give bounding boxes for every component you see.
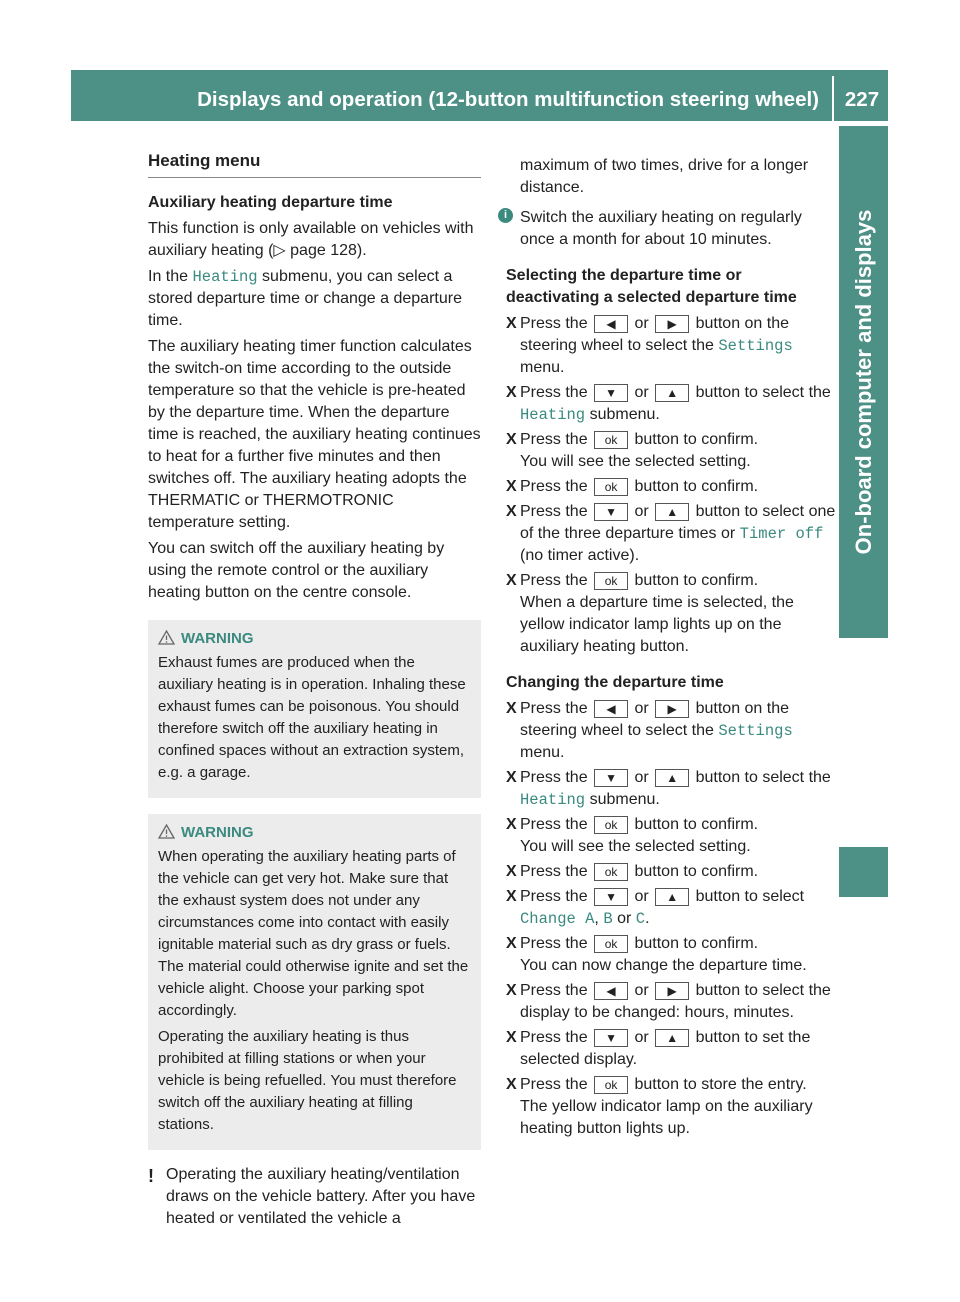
header-divider xyxy=(832,76,834,121)
paragraph: You can switch off the auxiliary heating by using the remote control or the auxiliary heating button on the centre console. xyxy=(148,540,445,601)
left-arrow-button-icon: ◀ xyxy=(594,700,628,718)
paragraph: In the Heating submenu, you can select a stored departure time or change a departure time. xyxy=(148,268,462,329)
step-item: X Press the ok button to confirm. You will see the selected setting. xyxy=(506,431,759,470)
page-header-title: Displays and operation (12-button multifunction steering wheel) xyxy=(197,88,819,111)
step-item: X Press the ok button to confirm. You will see the selected setting. xyxy=(506,816,759,855)
side-marker xyxy=(839,847,888,897)
subheading: Auxiliary heating departure time xyxy=(148,194,393,211)
info-icon: i xyxy=(498,208,513,223)
page-number: 227 xyxy=(844,88,880,111)
step-item: X Press the ok button to confirm. xyxy=(506,476,836,498)
warning-text: When operating the auxiliary heating parts of the vehicle can get very hot. Make sure that the exhaust system does not under any circumstances come into contact with easily ignitable material such as dry grass or fuels. The material could otherwise ignite and set the vehicle alight. Choose your parking spot accordingly. xyxy=(158,848,469,1019)
info-note: i Switch the auxiliary heating on regularly once a month for about 10 minutes. xyxy=(506,207,836,251)
up-arrow-button-icon: ▲ xyxy=(655,1029,689,1047)
right-arrow-button-icon: ▶ xyxy=(655,700,689,718)
step-arrow-icon: X xyxy=(506,982,517,999)
section-title: Heating menu xyxy=(148,150,481,178)
step-arrow-icon: X xyxy=(506,888,517,905)
step-arrow-icon: X xyxy=(506,863,517,880)
down-arrow-button-icon: ▼ xyxy=(594,503,628,521)
step-arrow-icon: X xyxy=(506,1029,517,1046)
warning-text: Exhaust fumes are produced when the auxiliary heating is in operation. Inhaling these exhaust fumes can be poisonous. You should therefore switch off the auxiliary heating in confined spaces without an extraction system, e.g. a garage. xyxy=(158,654,466,781)
up-arrow-button-icon: ▲ xyxy=(655,384,689,402)
paragraph: maximum of two times, drive for a longer distance. xyxy=(520,157,809,196)
right-arrow-button-icon: ▶ xyxy=(655,315,689,333)
right-column xyxy=(503,155,836,1143)
step-item: X Press the ok button to confirm. When a departure time is selected, the yellow indicator lamp lights up on the auxiliary heating button. xyxy=(506,572,794,655)
subheading: Selecting the departure time or deactivating a selected departure time xyxy=(506,267,797,306)
step-item: X Press the ◀ or ▶ button on the steering wheel to select the Settings menu. xyxy=(506,315,793,376)
step-item: X Press the ◀ or ▶ button on the steering wheel to select the Settings menu. xyxy=(506,700,793,761)
step-arrow-icon: X xyxy=(506,384,517,401)
ok-button-icon: ok xyxy=(594,478,628,496)
up-arrow-button-icon: ▲ xyxy=(655,503,689,521)
ok-button-icon: ok xyxy=(594,572,628,590)
exclamation-icon: ! xyxy=(148,1166,154,1186)
step-arrow-icon: X xyxy=(506,816,517,833)
ok-button-icon: ok xyxy=(594,1076,628,1094)
warning-box xyxy=(148,620,481,798)
step-item: X Press the ▼ or ▲ button to set the selected display. xyxy=(506,1029,811,1068)
step-item: X Press the ok button to store the entry. The yellow indicator lamp on the auxiliary heating button lights up. xyxy=(506,1076,813,1137)
step-item: X Press the ▼ or ▲ button to select the Heating submenu. xyxy=(506,769,831,809)
header-bar xyxy=(71,70,888,121)
step-arrow-icon: X xyxy=(506,503,517,520)
down-arrow-button-icon: ▼ xyxy=(594,888,628,906)
paragraph: This function is only available on vehicles with auxiliary heating (▷ page 128). xyxy=(148,220,474,259)
up-arrow-button-icon: ▲ xyxy=(655,888,689,906)
step-item: X Press the ▼ or ▲ button to select the Heating submenu. xyxy=(506,384,831,424)
warning-heading: WARNING xyxy=(158,628,471,650)
warning-box xyxy=(148,814,481,1150)
left-arrow-button-icon: ◀ xyxy=(594,315,628,333)
step-arrow-icon: X xyxy=(506,315,517,332)
menu-term: Heating xyxy=(192,268,258,286)
step-item: X Press the ok button to confirm. xyxy=(506,861,836,883)
down-arrow-button-icon: ▼ xyxy=(594,769,628,787)
step-arrow-icon: X xyxy=(506,572,517,589)
up-arrow-button-icon: ▲ xyxy=(655,769,689,787)
caution-note: ! Operating the auxiliary heating/ventilation draws on the vehicle battery. After you have heated or ventilated the vehicle a xyxy=(148,1166,476,1227)
warning-triangle-icon xyxy=(158,630,175,645)
step-item: X Press the ▼ or ▲ button to select Change A, B or C. xyxy=(506,888,805,928)
right-arrow-button-icon: ▶ xyxy=(655,982,689,1000)
subheading: Changing the departure time xyxy=(506,674,724,691)
ok-button-icon: ok xyxy=(594,863,628,881)
step-arrow-icon: X xyxy=(506,769,517,786)
paragraph: The auxiliary heating timer function calculates the switch-on time according to the outside temperature so that the vehicle is pre-heated by the departure time. When the departure time is reached, the auxiliary heating continues to heat for a further five minutes and then switches off. The auxiliary heating adopts the THERMATIC or THERMOTRONIC temperature setting. xyxy=(148,338,481,531)
step-arrow-icon: X xyxy=(506,431,517,448)
down-arrow-button-icon: ▼ xyxy=(594,384,628,402)
left-column xyxy=(148,150,481,1230)
step-arrow-icon: X xyxy=(506,478,517,495)
down-arrow-button-icon: ▼ xyxy=(594,1029,628,1047)
step-item: X Press the ◀ or ▶ button to select the display to be changed: hours, minutes. xyxy=(506,982,831,1021)
left-arrow-button-icon: ◀ xyxy=(594,982,628,1000)
step-arrow-icon: X xyxy=(506,1076,517,1093)
step-arrow-icon: X xyxy=(506,700,517,717)
warning-text: Operating the auxiliary heating is thus prohibited at filling stations or when your vehicle is being refuelled. You must therefore switch off the auxiliary heating at filling stations. xyxy=(158,1028,457,1133)
step-arrow-icon: X xyxy=(506,935,517,952)
step-item: X Press the ok button to confirm. You can now change the departure time. xyxy=(506,935,807,974)
warning-triangle-icon xyxy=(158,824,175,839)
side-tab-label: On-board computer and displays xyxy=(851,209,876,555)
step-item: X Press the ▼ or ▲ button to select one of the three departure times or Timer off (no timer active). xyxy=(506,503,836,564)
ok-button-icon: ok xyxy=(594,935,628,953)
ok-button-icon: ok xyxy=(594,431,628,449)
ok-button-icon: ok xyxy=(594,816,628,834)
warning-heading: WARNING xyxy=(158,822,471,844)
